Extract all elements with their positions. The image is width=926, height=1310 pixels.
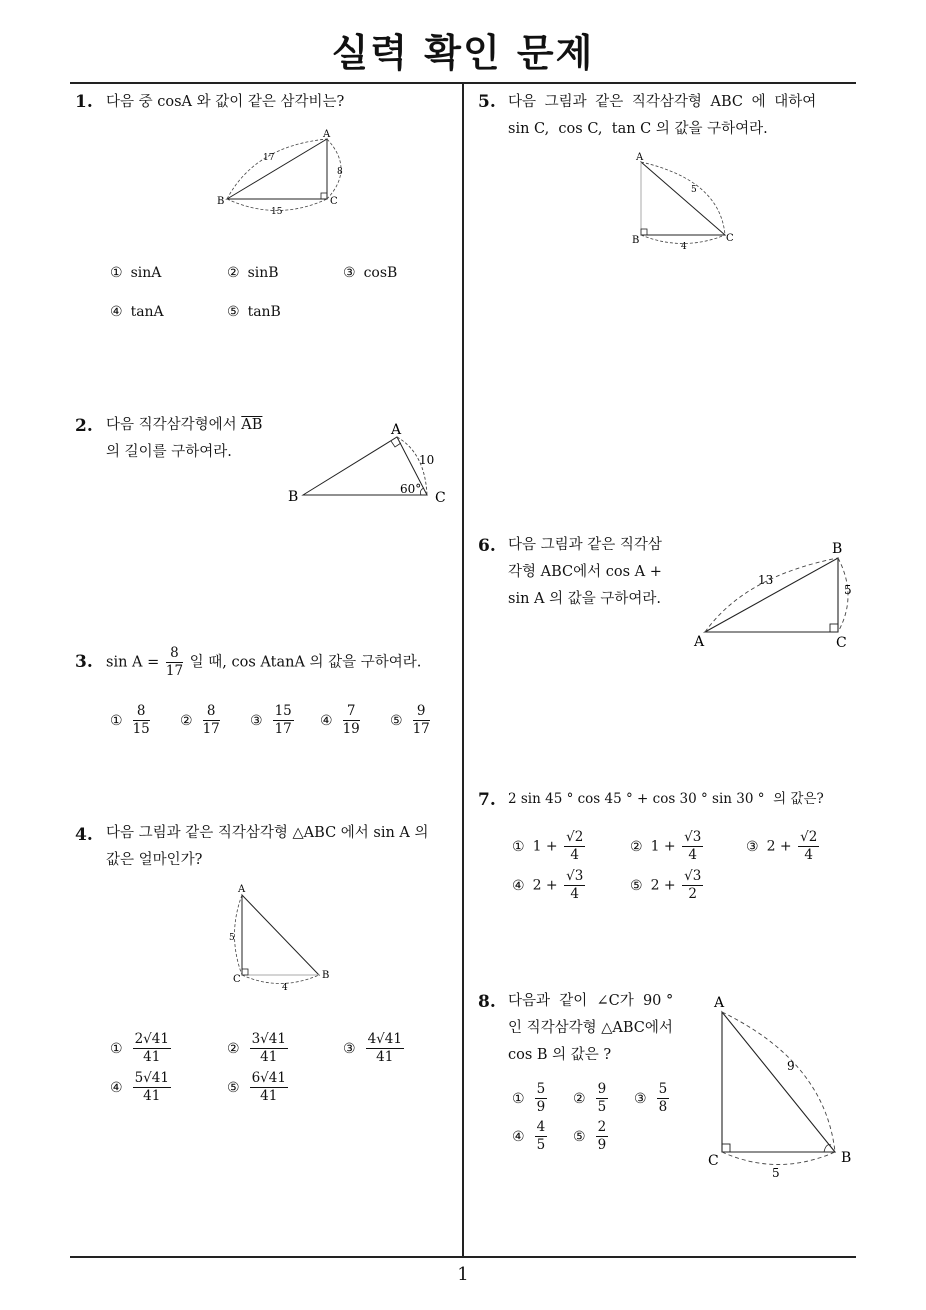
- vertex-b-label: B: [832, 541, 843, 557]
- option[interactable]: ② 1 + $\frac{√3}{4}$: [630, 829, 702, 863]
- question-text: sin C, cos C, tan C 의 값을 구하여라.: [508, 121, 768, 137]
- question-number: 2.: [75, 416, 93, 436]
- question-number: 6.: [478, 536, 496, 556]
- side-ab-label: 17: [263, 153, 275, 163]
- option[interactable]: ⑤ 2 + $\frac{√3}{2}$: [630, 868, 702, 902]
- question-text: sin A 의 값을 구하여라.: [508, 591, 661, 607]
- question-number: 3.: [75, 652, 93, 672]
- question-text: 값은 얼마인가?: [106, 852, 203, 868]
- vertex-a-label: A: [323, 129, 331, 140]
- question-text: 의 길이를 구하여라.: [106, 444, 232, 460]
- page-title: 실력 확인 문제: [331, 31, 595, 75]
- question-text: sin A = $\frac{8}{17}$ 일 때, cos AtanA 의 값을 구하여라.: [106, 645, 422, 679]
- vertex-b-label: B: [288, 489, 299, 505]
- triangle-figure: [285, 418, 460, 510]
- triangle-figure: [625, 150, 745, 250]
- question-text: 2 sin 45 ° cos 45 ° + cos 30 ° sin 30 ° 의 값은?: [508, 791, 824, 807]
- option[interactable]: ③ $\frac{4√41}{41}$: [343, 1031, 402, 1065]
- option[interactable]: ④ $\frac{7}{19}$: [320, 703, 360, 737]
- triangle-figure: [700, 992, 860, 1182]
- question-number: 1.: [75, 92, 93, 112]
- option[interactable]: ③ $\frac{5}{8}$: [634, 1081, 668, 1115]
- vertex-c-label: C: [435, 490, 446, 506]
- side-bc-label: 5: [772, 1166, 780, 1180]
- question-text: cos B 의 값은 ?: [508, 1047, 612, 1063]
- side-bc-label: 5: [844, 583, 852, 597]
- vertex-c-label: C: [836, 635, 847, 651]
- question-text: 각형 ABC에서 cos A +: [508, 564, 662, 580]
- bottom-rule: [70, 1256, 856, 1258]
- angle-label: 60°: [400, 482, 422, 496]
- question-text: 다음과 같이 ∠C가 90 °: [508, 993, 674, 1009]
- question-text: 다음 그림과 같은 직각삼: [508, 537, 662, 553]
- option[interactable]: ③ cosB: [343, 265, 398, 281]
- option[interactable]: ② $\frac{9}{5}$: [573, 1081, 607, 1115]
- side-ac-label: 5: [229, 933, 235, 943]
- side-ac-label: 8: [337, 167, 343, 177]
- question-number: 7.: [478, 790, 496, 810]
- vertex-b-label: B: [217, 196, 225, 207]
- option[interactable]: ① sinA: [110, 265, 162, 281]
- side-ab-label: 9: [787, 1059, 795, 1073]
- option[interactable]: ⑤ $\frac{2}{9}$: [573, 1119, 607, 1153]
- option[interactable]: ② $\frac{3√41}{41}$: [227, 1031, 286, 1065]
- page-number: 1: [457, 1264, 469, 1285]
- vertex-b-label: B: [322, 970, 330, 981]
- side-bc-label: 4: [681, 242, 687, 250]
- option[interactable]: ③ $\frac{15}{17}$: [250, 703, 292, 737]
- option[interactable]: ⑤ $\frac{6√41}{41}$: [227, 1070, 286, 1104]
- vertex-a-label: A: [238, 884, 246, 895]
- vertex-b-label: B: [841, 1150, 852, 1166]
- vertex-c-label: C: [726, 233, 734, 244]
- question-text: 다음 직각삼각형에서 $\overline{AB}$: [106, 417, 263, 433]
- question-text: 다음 그림과 같은 직각삼각형 ABC 에 대하여: [508, 94, 817, 110]
- vertex-c-label: C: [233, 974, 241, 985]
- question-number: 8.: [478, 992, 496, 1012]
- question-number: 5.: [478, 92, 496, 112]
- column-divider: [462, 83, 464, 1257]
- vertex-a-label: A: [714, 995, 725, 1011]
- vertex-a-label: A: [636, 152, 644, 163]
- option[interactable]: ③ 2 + $\frac{√2}{4}$: [746, 829, 818, 863]
- side-ab-label: 13: [758, 573, 774, 587]
- side-bc-label: 4: [282, 983, 288, 993]
- option[interactable]: ④ $\frac{4}{5}$: [512, 1119, 546, 1153]
- vertex-c-label: C: [708, 1153, 719, 1169]
- vertex-b-label: B: [632, 235, 640, 246]
- option[interactable]: ② sinB: [227, 265, 279, 281]
- vertex-a-label: A: [694, 634, 705, 650]
- triangle-figure: [205, 124, 360, 219]
- side-bc-label: 15: [271, 207, 283, 217]
- option[interactable]: ① $\frac{2√41}{41}$: [110, 1031, 169, 1065]
- question-number: 4.: [75, 825, 93, 845]
- option[interactable]: ① $\frac{5}{9}$: [512, 1081, 546, 1115]
- option[interactable]: ④ 2 + $\frac{√3}{4}$: [512, 868, 584, 902]
- vertex-a-label: A: [391, 422, 402, 438]
- triangle-figure: [690, 536, 860, 651]
- side-ac-label: 10: [419, 453, 435, 467]
- option[interactable]: ① 1 + $\frac{√2}{4}$: [512, 829, 584, 863]
- side-ac-label: 5: [691, 185, 697, 195]
- option[interactable]: ④ tanA: [110, 304, 164, 320]
- question-text: 다음 그림과 같은 직각삼각형 △ABC 에서 sin A 의: [106, 825, 429, 841]
- triangle-figure: [222, 880, 342, 995]
- option[interactable]: ⑤ $\frac{9}{17}$: [390, 703, 430, 737]
- option[interactable]: ② $\frac{8}{17}$: [180, 703, 220, 737]
- option[interactable]: ① $\frac{8}{15}$: [110, 703, 150, 737]
- question-text: 인 직각삼각형 △ABC에서: [508, 1020, 673, 1036]
- vertex-c-label: C: [330, 196, 338, 207]
- option[interactable]: ⑤ tanB: [227, 304, 281, 320]
- question-text: 다음 중 cosA 와 값이 같은 삼각비는?: [106, 94, 345, 110]
- option[interactable]: ④ $\frac{5√41}{41}$: [110, 1070, 169, 1104]
